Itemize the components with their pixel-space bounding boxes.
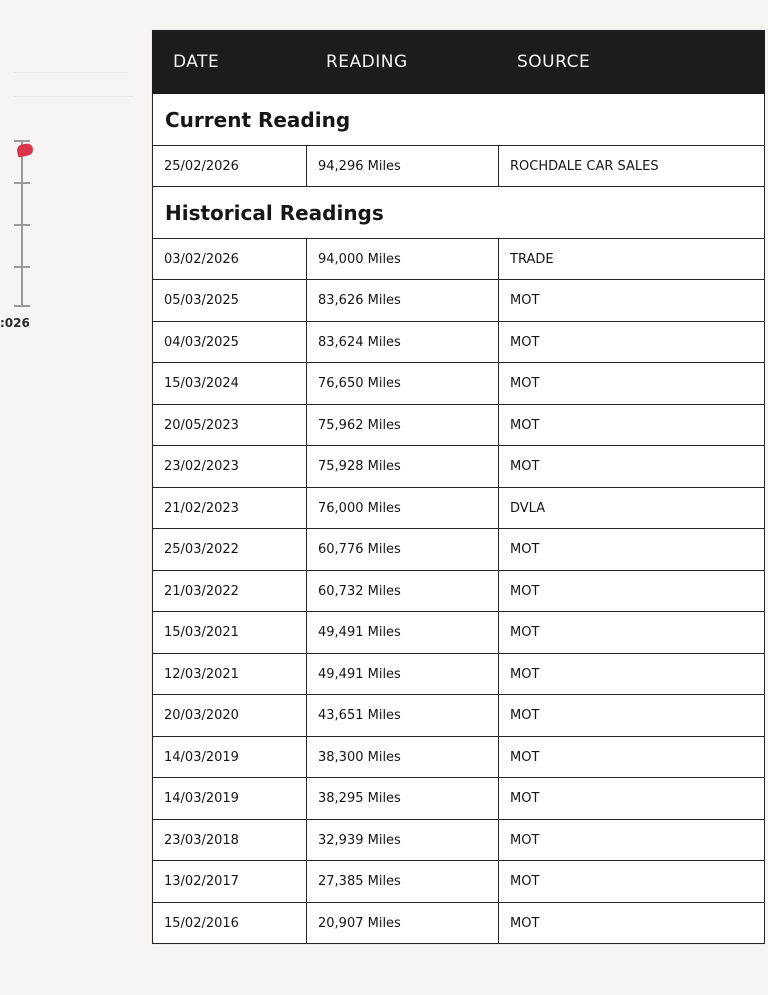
timeline-tick [14,224,30,226]
table-row [153,654,765,695]
cell-source: MOT [499,280,765,322]
table-row [153,861,765,903]
cell-source: MOT [499,529,765,571]
table-row [153,820,765,861]
cell-reading: 76,650 Miles [307,363,499,405]
cell-date: 12/03/2021 [153,654,307,695]
table-row [153,446,765,488]
cell-source: MOT [499,405,765,446]
cell-date: 04/03/2025 [153,322,307,363]
cell-date: 21/03/2022 [153,571,307,612]
timeline-tick [14,140,30,142]
cell-date: 14/03/2019 [153,737,307,778]
cell-reading: 20,907 Miles [307,903,499,944]
cell-date: 13/02/2017 [153,861,307,903]
timeline-tick [14,182,30,184]
cell-date: 03/02/2026 [153,239,307,280]
cell-reading: 38,300 Miles [307,737,499,778]
background-divider [14,96,134,97]
cell-reading: 60,776 Miles [307,529,499,571]
cell-reading: 83,626 Miles [307,280,499,322]
cell-date: 25/02/2026 [153,146,307,187]
table-row [153,612,765,654]
cell-source: MOT [499,737,765,778]
cell-source: MOT [499,695,765,737]
table-row [153,239,765,280]
cell-reading: 60,732 Miles [307,571,499,612]
table-row [153,571,765,612]
timeline-year-label: :026 [0,316,30,330]
cell-source: MOT [499,571,765,612]
table-row [153,488,765,529]
table-row [153,529,765,571]
table-header-row [153,31,765,94]
cell-source: MOT [499,654,765,695]
cell-source: ROCHDALE CAR SALES [499,146,765,187]
table-row [153,363,765,405]
table-row [153,405,765,446]
section-row-historical [153,187,765,239]
cell-reading: 32,939 Miles [307,820,499,861]
cell-reading: 75,928 Miles [307,446,499,488]
cell-date: 14/03/2019 [153,778,307,820]
cell-reading: 76,000 Miles [307,488,499,529]
table-row [153,695,765,737]
cell-reading: 75,962 Miles [307,405,499,446]
cell-source: TRADE [499,239,765,280]
cell-date: 23/02/2023 [153,446,307,488]
cell-date: 20/03/2020 [153,695,307,737]
cell-source: MOT [499,861,765,903]
cell-date: 05/03/2025 [153,280,307,322]
cell-date: 20/05/2023 [153,405,307,446]
timeline-tick [14,266,30,268]
cell-reading: 49,491 Miles [307,612,499,654]
cell-source: MOT [499,322,765,363]
cell-reading: 83,624 Miles [307,322,499,363]
cell-reading: 94,296 Miles [307,146,499,187]
mileage-timeline [0,120,140,350]
table-row [153,280,765,322]
table-row [153,903,765,944]
current-reading-title: Current Reading [153,94,765,146]
table-row [153,778,765,820]
section-row-current [153,94,765,146]
cell-source: MOT [499,820,765,861]
location-pin-icon [16,142,34,157]
table-row [153,737,765,778]
cell-source: MOT [499,612,765,654]
cell-date: 15/02/2016 [153,903,307,944]
cell-reading: 27,385 Miles [307,861,499,903]
cell-date: 15/03/2024 [153,363,307,405]
historical-readings-title: Historical Readings [153,187,765,239]
cell-reading: 38,295 Miles [307,778,499,820]
cell-reading: 49,491 Miles [307,654,499,695]
cell-source: MOT [499,903,765,944]
cell-date: 25/03/2022 [153,529,307,571]
cell-date: 15/03/2021 [153,612,307,654]
timeline-tick [14,305,30,307]
header-date: DATE [153,31,307,94]
cell-reading: 94,000 Miles [307,239,499,280]
background-divider [14,72,128,73]
cell-source: MOT [499,363,765,405]
timeline-axis [21,140,23,306]
header-source: SOURCE [499,31,765,94]
cell-source: DVLA [499,488,765,529]
cell-date: 21/02/2023 [153,488,307,529]
cell-source: MOT [499,778,765,820]
cell-reading: 43,651 Miles [307,695,499,737]
table-row [153,322,765,363]
cell-date: 23/03/2018 [153,820,307,861]
cell-source: MOT [499,446,765,488]
table-row [153,146,765,187]
mileage-history-table [152,30,764,944]
header-reading: READING [307,31,499,94]
